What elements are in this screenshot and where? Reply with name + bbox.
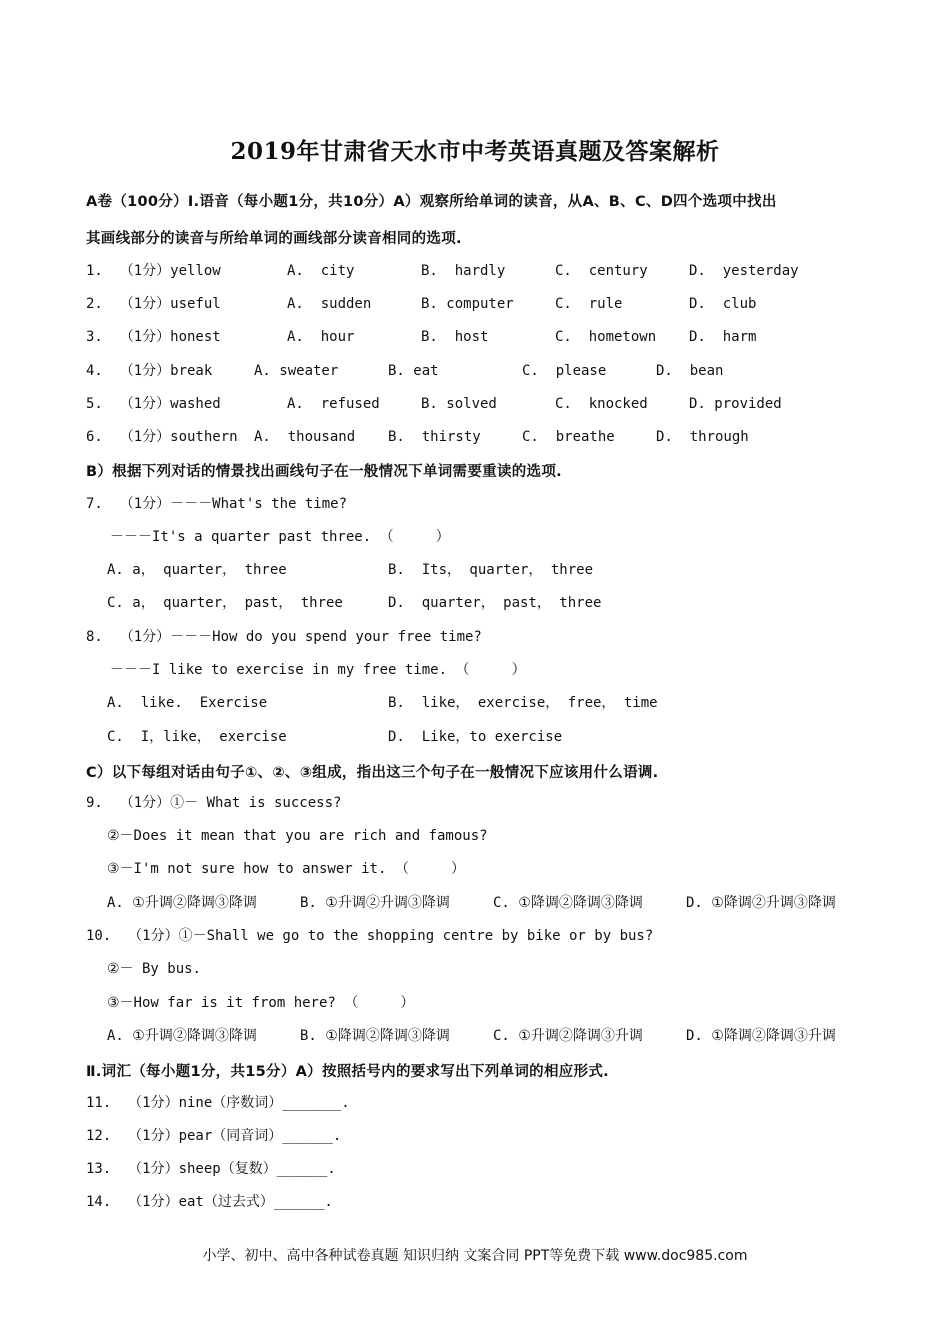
- question-label: 4. （1分）break: [86, 363, 213, 379]
- option-d: D. quarter， past， three: [388, 595, 602, 611]
- option-d: D. yesterday: [689, 263, 799, 279]
- option-d: D. harm: [689, 329, 757, 345]
- option-a: A. thousand: [254, 429, 356, 445]
- option-d: D. through: [656, 429, 749, 445]
- option-d: D. club: [689, 296, 757, 312]
- question-line-3: ③－I'm not sure how to answer it. （ ）: [107, 861, 465, 877]
- option-b: B. thirsty: [388, 429, 481, 445]
- option-a: A. sudden: [287, 296, 372, 312]
- option-d: D. ①降调②降调③升调: [686, 1028, 836, 1044]
- option-c: C. hometown: [555, 329, 657, 345]
- option-a: A. ①升调②降调③降调: [107, 1028, 257, 1044]
- option-b: B. eat: [388, 363, 439, 379]
- option-a: A. refused: [287, 396, 380, 412]
- question-label: 2. （1分）useful: [86, 296, 221, 312]
- question-label: 3. （1分）honest: [86, 329, 221, 345]
- option-b: B. ①升调②升调③降调: [300, 895, 450, 911]
- option-b: B. solved: [421, 396, 497, 412]
- section-2-heading: Ⅱ.词汇（每小题1分，共15分）A）按照括号内的要求写出下列单词的相应形式.: [86, 1064, 609, 1080]
- option-a: A. a， quarter， three: [107, 562, 287, 578]
- option-c: C. breathe: [522, 429, 615, 445]
- question-line-2: ②－Does it mean that you are rich and famous?: [107, 828, 488, 844]
- page-footer: 小学、初中、高中各种试卷真题 知识归纳 文案合同 PPT等免费下载 www.doc985.com: [202, 1248, 748, 1264]
- option-c: C. I，like， exercise: [107, 729, 287, 745]
- question-line-2: ②－ By bus.: [107, 961, 201, 977]
- question-line-1: 10. （1分）①－Shall we go to the shopping centre by bike or by bus?: [86, 928, 654, 944]
- option-c: C. rule: [555, 296, 623, 312]
- option-b: B. computer: [421, 296, 514, 312]
- option-d: D. bean: [656, 363, 724, 379]
- option-a: A. city: [287, 263, 355, 279]
- question-13: 13. （1分）sheep（复数）______.: [86, 1161, 336, 1177]
- option-a: A. hour: [287, 329, 355, 345]
- option-c: C. please: [522, 363, 607, 379]
- question-prompt: 8. （1分）－－－How do you spend your free time?: [86, 629, 482, 645]
- option-b: B. like， exercise， free， time: [388, 695, 658, 711]
- section-a-intro-line2: 其画线部分的读音与所给单词的画线部分读音相同的选项.: [86, 231, 462, 247]
- question-line-3: ③－How far is it from here? （ ）: [107, 995, 415, 1011]
- option-b: B. ①降调②降调③降调: [300, 1028, 450, 1044]
- question-answer-line: －－－It's a quarter past three. （ ）: [110, 529, 450, 545]
- option-a: A. sweater: [254, 363, 339, 379]
- option-c: C. a， quarter， past， three: [107, 595, 343, 611]
- question-prompt: 7. （1分）－－－What's the time?: [86, 496, 348, 512]
- option-d: D. Like，to exercise: [388, 729, 563, 745]
- option-d: D. ①降调②升调③降调: [686, 895, 836, 911]
- option-c: C. century: [555, 263, 648, 279]
- question-label: 6. （1分）southern: [86, 429, 238, 445]
- option-c: C. ①降调②降调③降调: [493, 895, 643, 911]
- page-title: 2019年甘肃省天水市中考英语真题及答案解析: [230, 138, 720, 165]
- section-b-heading: B）根据下列对话的情景找出画线句子在一般情况下单词需要重读的选项.: [86, 464, 562, 480]
- section-c-heading: C）以下每组对话由句子①、②、③组成，指出这三个句子在一般情况下应该用什么语调.: [86, 765, 659, 781]
- option-a: A. ①升调②降调③降调: [107, 895, 257, 911]
- question-label: 5. （1分）washed: [86, 396, 221, 412]
- option-c: C. knocked: [555, 396, 648, 412]
- option-c: C. ①升调②降调③升调: [493, 1028, 643, 1044]
- question-answer-line: －－－I like to exercise in my free time. （ ）: [110, 662, 526, 678]
- section-a-intro-line1: A卷（100分）Ⅰ.语音（每小题1分，共10分）A）观察所给单词的读音，从A、B、C、D四个选项中找出: [86, 194, 777, 210]
- option-d: D. provided: [689, 396, 782, 412]
- option-b: B. hardly: [421, 263, 506, 279]
- option-a: A. like. Exercise: [107, 695, 268, 711]
- question-line-1: 9. （1分）①－ What is success?: [86, 795, 342, 811]
- question-14: 14. （1分）eat（过去式）______.: [86, 1194, 333, 1210]
- question-12: 12. （1分）pear（同音词）______.: [86, 1128, 342, 1144]
- option-b: B. Its， quarter， three: [388, 562, 594, 578]
- option-b: B. host: [421, 329, 489, 345]
- question-label: 1. （1分）yellow: [86, 263, 221, 279]
- question-11: 11. （1分）nine（序数词）_______.: [86, 1095, 350, 1111]
